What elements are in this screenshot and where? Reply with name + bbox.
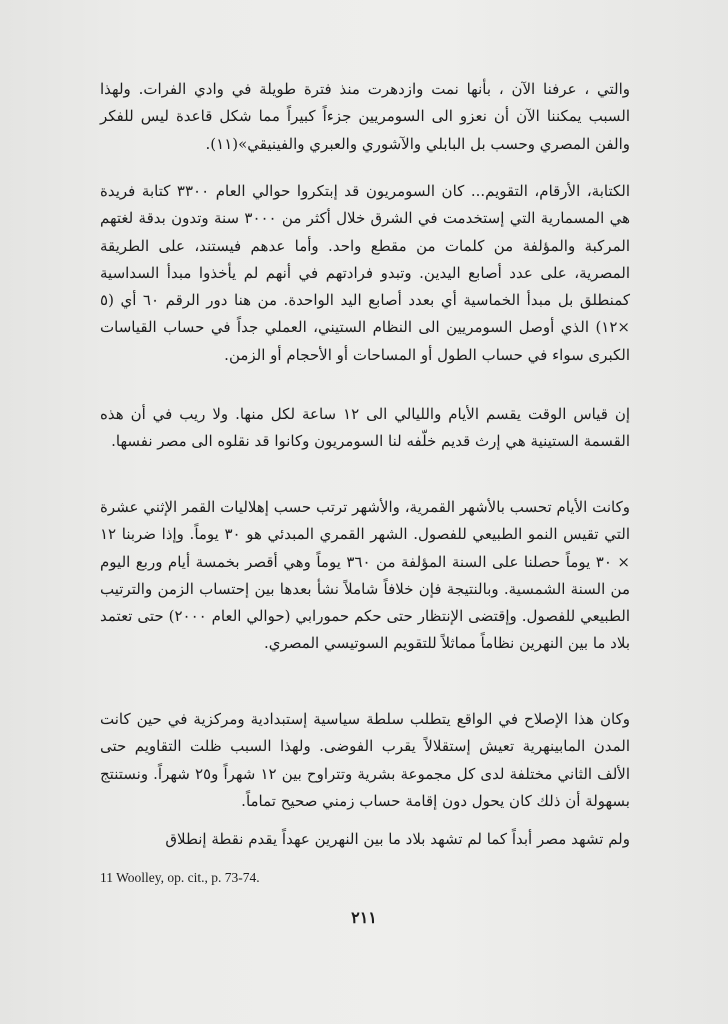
page-number: ٢١١ bbox=[351, 908, 377, 927]
paragraph-6: ولم تشهد مصر أبداً كما لم تشهد بلاد ما بين النهرين عهداً يقدم نقطة إنطلاق bbox=[165, 830, 630, 848]
paragraph-2: الكتابة، الأرقام، التقويم... كان السومريون قد إبتكروا حوالي العام ٣٣٠٠ كتابة فريدة هي المسمارية التي إستخدمت في الشرق خلال أكثر من ٣٠٠٠ سنة وتدون بدقة لغتهم المركبة والمؤلفة من كلمات من مقطع واحد. وأما عدهم فيستند، على الطريقة المصرية، على عدد أصابع اليدين. وتبدو فرادتهم في أنهم لم يأخذوا مبدأ السداسية كمنطلق بل مبدأ الخماسية أي بعدد أصابع اليد الواحدة. من هنا دور الرقم ٦٠ أي (٥ ×١٢) الذي أوصل السومريين الى النظام الستيني، العملي جداً في حساب القياسات الكبرى سواء في حساب الطول أو المساحات أو الأحجام أو الزمن. bbox=[100, 182, 631, 364]
footnote bbox=[100, 870, 260, 886]
paragraph-1: والتي ، عرفنا الآن ، بأنها نمت وازدهرت منذ فترة طويلة في وادي الفرات. ولهذا السبب يمكننا الآن أن نعزو الى السومريين جزءاً كبيراً مما شكل قاعدة ليس للفكر والفن المصري وحسب بل البابلي والآشوري والعبري والفينيقي»(١١). bbox=[100, 80, 630, 153]
paragraph-3: إن قياس الوقت يقسم الأيام والليالي الى ١٢ ساعة لكل منها. ولا ريب في أن هذه القسمة الستينية هي إرث قديم خلّفه لنا السومريون وكانوا قد نقلوه الى مصر نفسها. bbox=[100, 405, 631, 451]
footnote-number: 11 bbox=[100, 870, 113, 885]
paragraph-4: وكانت الأيام تحسب بالأشهر القمرية، والأشهر ترتب حسب إهلاليات القمر الإثني عشرة التي تقيس النمو الطبيعي للفصول. الشهر القمري المبدئي هو ٣٠ يوماً. وإذا ضربنا ١٢ × ٣٠ يوماً حصلنا على السنة المؤلفة من ٣٦٠ يوماً وهي أقصر بخمسة أيام وربع اليوم من السنة الشمسية. وبالنتيجة فإن خلافاً شاملاً نشأ بعدها بين إحتساب الزمن والترتيب الطبيعي للفصول. وإقتضى الإنتظار حتى حكم حمورابي (حوالي العام ٢٠٠٠) حتى تعتمد بلاد ما بين النهرين نظاماً مماثلاً للتقويم السوتيسي المصري. bbox=[100, 498, 630, 653]
paragraph-5: وكان هذا الإصلاح في الواقع يتطلب سلطة سياسية إستبدادية ومركزية في حين كانت المدن المابينهرية تعيش إستقلالاً يقرب الفوضى. ولهذا السبب ظلت التقاويم حتى الألف الثاني مختلفة لدى كل مجموعة بشرية وتتراوح بين ١٢ شهراً و٢٥ شهراً. ونستنتج بسهولة أن ذلك كان يحول دون إقامة حساب زمني صحيح تماماً. bbox=[100, 710, 630, 810]
footnote-text: Woolley, op. cit., p. 73-74. bbox=[116, 870, 260, 885]
